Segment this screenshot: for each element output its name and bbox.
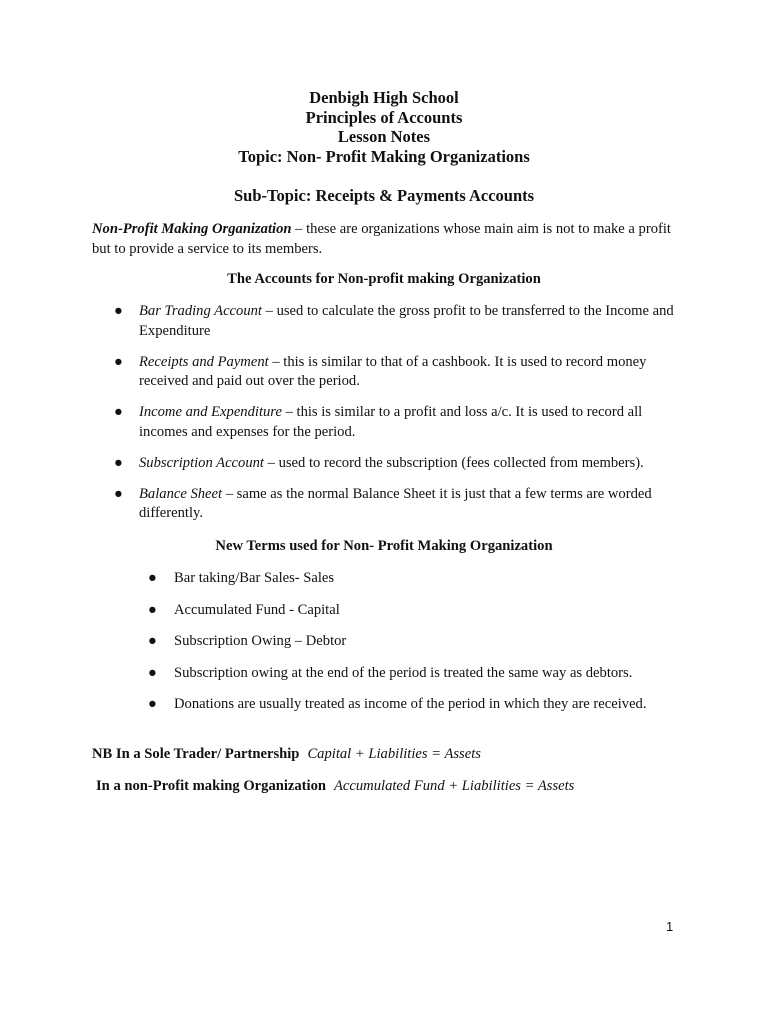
account-term: Receipts and Payment	[139, 353, 269, 370]
subject-title: Principles of Accounts	[305, 108, 463, 127]
accounts-heading: The Accounts for Non-profit making Organization	[227, 271, 541, 287]
bullet-icon: ●	[148, 601, 157, 618]
list-item	[92, 302, 692, 341]
account-text: – this is similar to that of a cashbook. It is used to record money received and paid out over the period.	[139, 353, 647, 389]
account-text: – used to calculate the gross profit to be transferred to the Income and Expenditure	[139, 303, 674, 339]
term-text: Bar taking/Bar Sales- Sales	[174, 570, 335, 586]
term-text: Donations are usually treated as income of the period in which they are received.	[174, 696, 647, 712]
account-text: – same as the normal Balance Sheet it is just that a few terms are worded differently.	[139, 485, 652, 521]
bullet-icon: ●	[114, 303, 123, 319]
list-item	[92, 454, 692, 474]
bullet-icon: ●	[148, 570, 157, 586]
npo-label: In a non-Profit making Organization	[96, 778, 327, 794]
page-number: 1	[666, 919, 674, 934]
list-item	[92, 403, 692, 442]
term-text: Subscription Owing – Debtor	[174, 633, 347, 649]
new-terms-heading: New Terms used for Non- Profit Making Organization	[215, 538, 553, 554]
npo-equation	[96, 778, 574, 795]
bullet-icon: ●	[148, 664, 157, 681]
bullet-icon: ●	[114, 454, 123, 471]
account-text: – used to record the subscription (fees collected from members).	[263, 454, 644, 471]
bullet-icon: ●	[114, 353, 123, 370]
sole-trader-formula: Capital + Liabilities = Assets	[307, 746, 481, 762]
account-term: Bar Trading Account	[139, 303, 262, 319]
accounts-list	[92, 302, 692, 535]
list-item	[92, 664, 692, 684]
bullet-icon: ●	[148, 633, 157, 649]
definition-paragraph	[92, 220, 682, 259]
list-item	[92, 695, 692, 715]
account-text: – this is similar to a profit and loss a/c. It is used to record all incomes and expenses for the period.	[139, 404, 643, 440]
account-term: Balance Sheet	[139, 485, 223, 502]
sole-trader-equation	[92, 746, 481, 763]
document-type: Lesson Notes	[337, 127, 431, 146]
list-item	[92, 601, 692, 621]
term-text: Accumulated Fund - Capital	[174, 601, 340, 618]
account-term: Subscription Account	[139, 454, 264, 471]
list-item	[92, 632, 692, 652]
definition-term: Non-Profit Making Organization	[92, 221, 292, 237]
bullet-icon: ●	[114, 485, 123, 502]
list-item	[92, 569, 692, 589]
term-text: Subscription owing at the end of the period is treated the same way as debtors.	[174, 664, 633, 681]
school-name: Denbigh High School	[309, 88, 459, 107]
new-terms-list	[92, 569, 692, 727]
bullet-icon: ●	[148, 696, 157, 712]
bullet-icon: ●	[114, 404, 123, 420]
subtopic-title: Sub-Topic: Receipts & Payments Accounts	[233, 186, 535, 205]
definition-text: – these are organizations whose main aim is not to make a profit but to provide a service to its members.	[92, 221, 671, 257]
account-term: Income and Expenditure	[139, 404, 282, 420]
list-item	[92, 353, 692, 392]
topic-title: Topic: Non- Profit Making Organizations	[238, 147, 530, 166]
sole-trader-label: NB In a Sole Trader/ Partnership	[92, 746, 300, 762]
list-item	[92, 485, 692, 524]
npo-formula: Accumulated Fund + Liabilities = Assets	[334, 778, 575, 794]
